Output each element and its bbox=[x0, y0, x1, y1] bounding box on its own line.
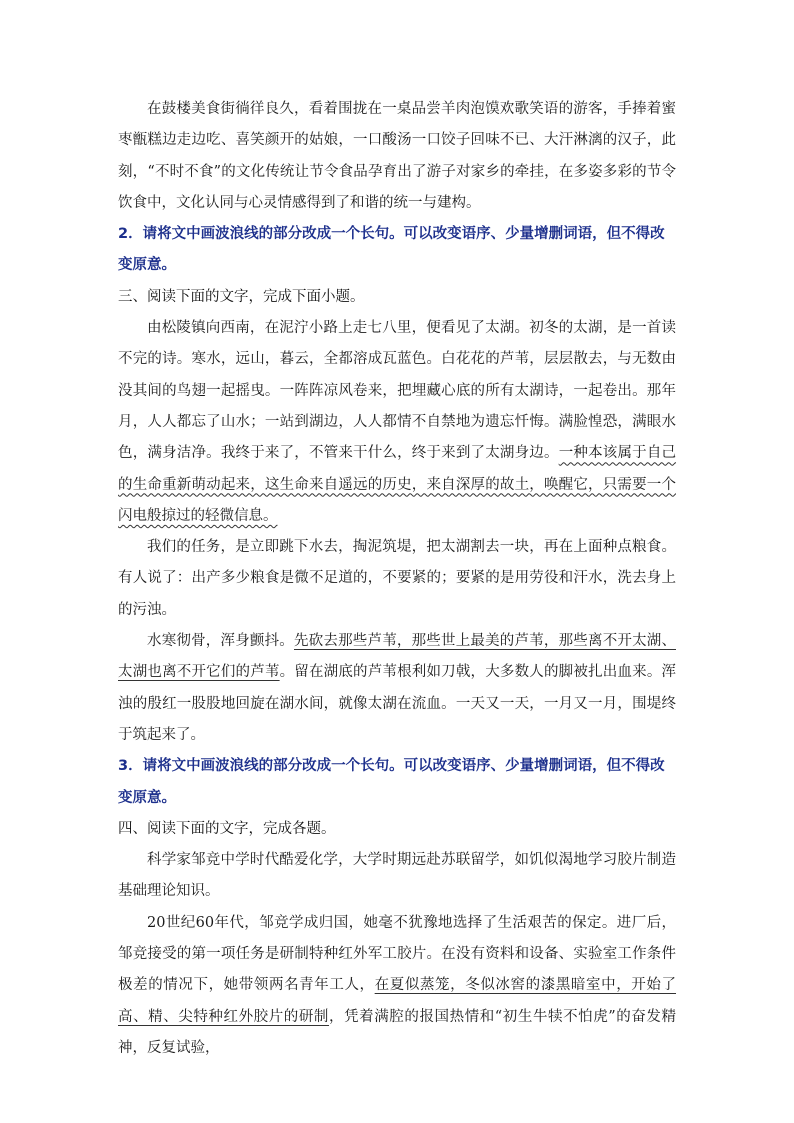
reeds-text-post: 。留在湖底的芦苇根利如刀戟，大多数人的脚被扎出血来。浑浊的殷红一股股地回旋在湖水间，就像太湖在流血。一天又一天，一月又一月，围堤终于筑起来了。 bbox=[118, 664, 677, 743]
paragraph-reeds bbox=[118, 626, 676, 751]
section-heading-3: 三、阅读下面的文字，完成下面小题。 bbox=[118, 288, 365, 305]
section-heading-4: 四、阅读下面的文字，完成各题。 bbox=[118, 820, 336, 837]
question-2: 2．请将文中画波浪线的部分改成一个长句。可以改变语序、少量增删词语，但不得改变原意。 bbox=[118, 226, 665, 274]
wavy-underlined-text: 一种本该属于自己的生命重新萌动起来，这生命来自遥远的历史，来自深厚的故土，唤醒它，只需要一个闪电般掠过的轻微信息。 bbox=[118, 445, 677, 524]
research-text-post: ，凭着满腔的报国热情和“初生牛犊不怕虎”的奋发精神，反复试验， bbox=[118, 1008, 677, 1056]
paragraph-task: 我们的任务，是立即跳下水去，掏泥筑堤，把太湖割去一块，再在上面种点粮食。有人说了：出产多少粮食是微不足道的，不要紧的；要紧的是用劳役和汗水，洗去身上的污浊。 bbox=[118, 539, 676, 618]
paragraph-taihu-intro bbox=[118, 313, 676, 532]
question-3: 3．请将文中画波浪线的部分改成一个长句。可以改变语序、少量增删词语，但不得改变原意。 bbox=[118, 758, 665, 806]
paragraph-scientist: 科学家邹竞中学时代酷爱化学，大学时期远赴苏联留学，如饥似渴地学习胶片制造基础理论知识。 bbox=[118, 852, 676, 900]
paragraph-research bbox=[118, 908, 676, 1064]
reeds-text-pre: 水寒彻骨，浑身颤抖。 bbox=[147, 633, 294, 650]
paragraph-food-street: 在鼓楼美食街徜徉良久，看着围拢在一桌品尝羊肉泡馍欢歌笑语的游客，手捧着蜜枣甑糕边走边吃、喜笑颜开的姑娘，一口酸汤一口饺子回味不已、大汗淋漓的汉子，此刻，“不时不食”的文化传统让节令食品孕育出了游子对家乡的牵挂，在多姿多彩的节令饮食中，文化认同与心灵情感得到了和谐的统一与建构。 bbox=[118, 101, 676, 211]
taihu-intro-text: 由松陵镇向西南，在泥泞小路上走七八里，便看见了太湖。初冬的太湖，是一首读不完的诗。寒水，远山，暮云，全都溶成瓦蓝色。白花花的芦苇，层层散去，与无数由没其间的鸟翅一起摇曳。一阵阵凉风卷来，把埋藏心底的所有太湖诗，一起卷出。那年月，人人都忘了山水；一站到湖边，人人都情不自禁地为遗忘忏悔。满脸惶恐，满眼水色，满身洁净。我终于来了，不管来干什么，终于来到了太湖身边。 bbox=[118, 320, 676, 462]
underlined-research-text: 在夏似蒸笼，冬似冰窖的漆黑暗室中，开始了高、精、尖特种红外胶片的研制 bbox=[118, 977, 677, 1025]
research-text-pre: 20世纪60年代，邹竞学成归国，她毫不犹豫地选择了生活艰苦的保定。进厂后，邹竞接受的第一项任务是研制特种红外军工胶片。在没有资料和设备、实验室工作条件极差的情况下，她带领两名青年工人， bbox=[118, 914, 676, 994]
underlined-reeds-text: 先砍去那些芦苇，那些世上最美的芦苇，那些离不开太湖、太湖也离不开它们的芦苇 bbox=[118, 633, 676, 681]
